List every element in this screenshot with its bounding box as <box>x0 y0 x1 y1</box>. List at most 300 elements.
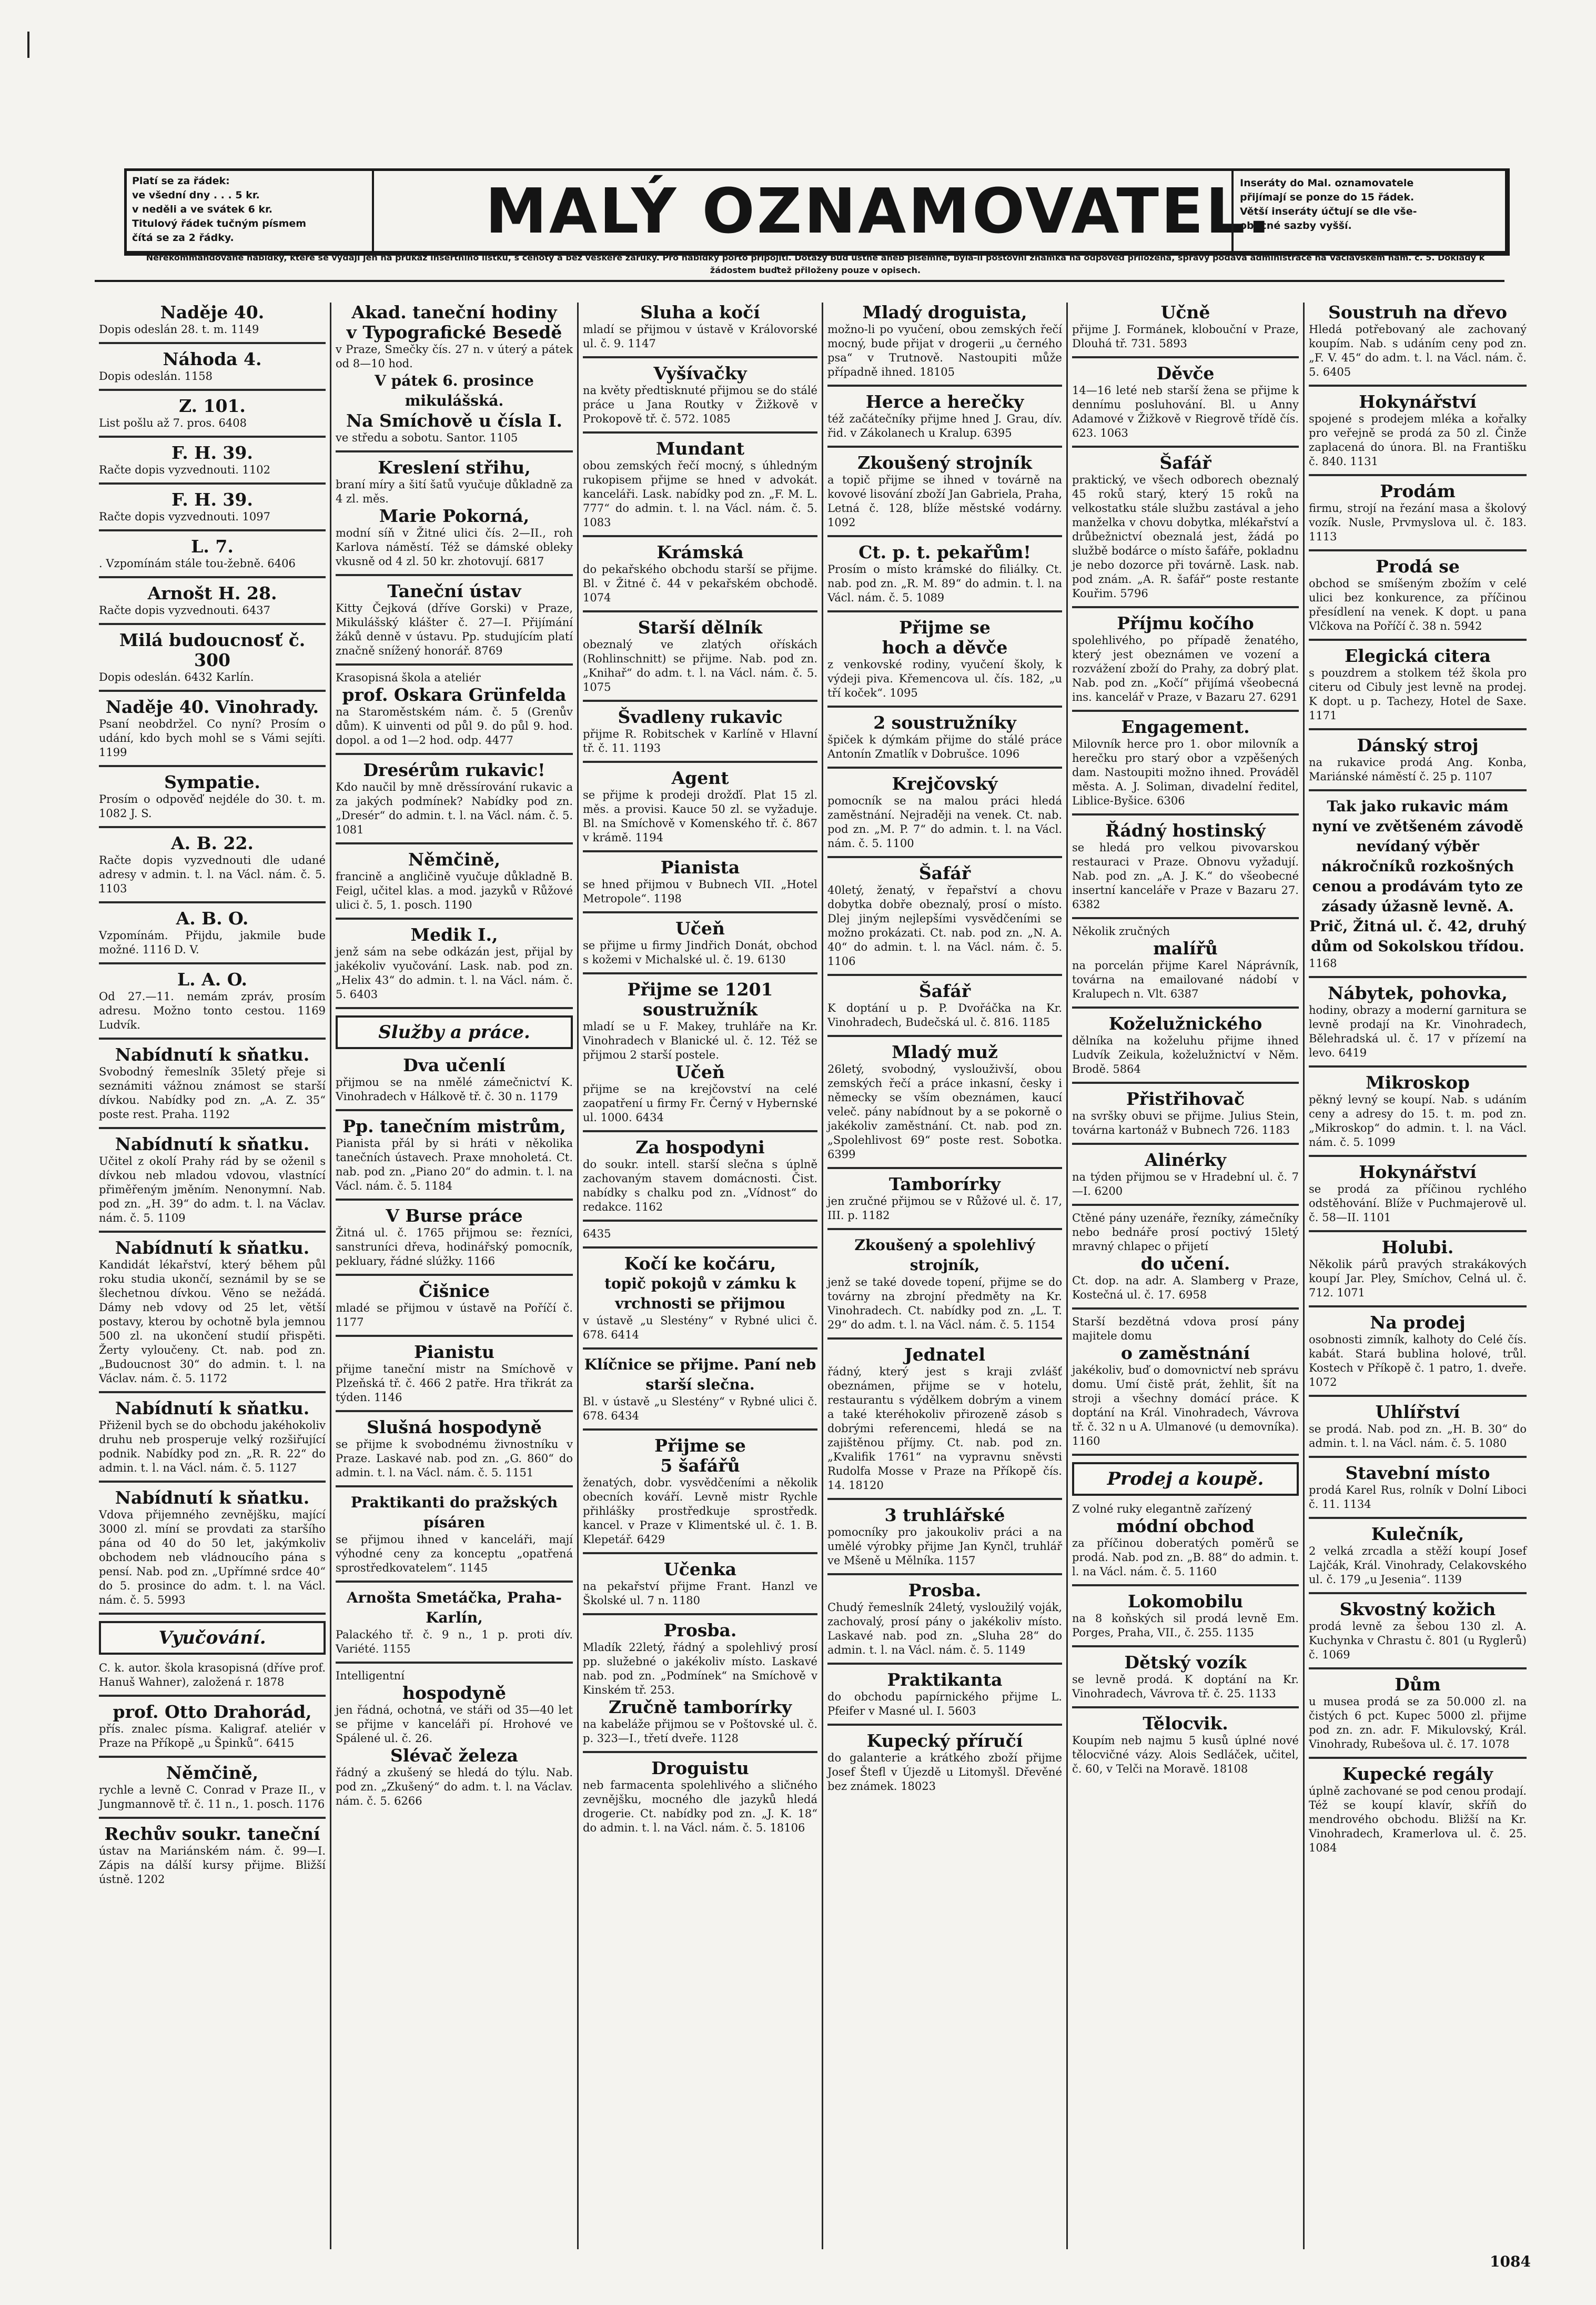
classified-ad <box>583 1456 817 1547</box>
ad-headline: soustružník <box>643 999 757 1020</box>
ad-separator <box>336 1109 573 1111</box>
classified-ad <box>99 1398 326 1475</box>
ad-body: přís. znalec písma. Kaligraf. ateliér v Praze na Příkopě „u Špinků“. 6415 <box>99 1723 326 1749</box>
classified-ad <box>99 1824 326 1887</box>
ad-headline: Řádný hostinský <box>1105 820 1266 841</box>
ad-headline: Tělocvik. <box>1143 1713 1228 1734</box>
classified-ad <box>1309 557 1527 633</box>
classified-ad <box>827 618 1062 638</box>
ad-body: 26letý, svobodný, vyslouživší, obou zemských řečí a práce inkasní, česky i německy se vším obeznámen, kaucí veleč. pány nabídnout by a se pokorně o jakékoliv zaměstnání. Ct. nab. pod zn. „Spolehlivost 69“ poste rest. Sobotka. 6399 <box>827 1063 1062 1161</box>
ad-headline: Medik I., <box>410 924 498 945</box>
ad-separator <box>336 918 573 920</box>
ad-headline: Engagement. <box>1121 717 1250 737</box>
ad-column-6 <box>1305 303 1531 2249</box>
classified-ad <box>99 1702 326 1750</box>
ad-headline: L. A. O. <box>177 969 248 990</box>
ad-headline: Němčině, <box>408 849 501 870</box>
ad-separator <box>827 767 1062 769</box>
ad-separator <box>583 1130 817 1132</box>
rules-line: Inseráty do Mal. oznamovatele <box>1240 177 1414 189</box>
ad-separator <box>1309 474 1527 476</box>
ad-separator <box>1072 1584 1299 1586</box>
ad-body: jakékoliv, buď o domovnictví neb správu domu. Umí čistě prát, žehlit, šít na stroji a všechny domácí práce. K doptání na Král. Vinohradech, Vávrova tř. č. 32 n u A. Ulmanové (u demovníka). 1160 <box>1072 1364 1299 1447</box>
ad-body: Pianista přál by si hráti v několika tanečních ústavech. Praxe mnoholetá. Ct. nab. pod zn. „Piano 20“ do admin. t. l. na Václ. nám. č. 5. 1184 <box>336 1137 573 1192</box>
section-heading: Vyučování. <box>99 1621 326 1655</box>
classified-ad <box>99 970 326 1032</box>
classified-ad <box>1072 1502 1299 1516</box>
ad-body: hodiny, obrazy a moderní garnitura se levně prodají na Kr. Vinohradech, Bělehradská ul. č. 17 v přízemí na levo. 6419 <box>1309 1004 1527 1059</box>
classified-ad <box>1309 1675 1527 1752</box>
classified-ad <box>1309 1402 1527 1451</box>
classified-ad <box>583 303 817 351</box>
page-title: MALÝ OZNAMOVATEL. <box>485 175 1273 247</box>
ad-separator <box>336 450 573 452</box>
ad-body: u musea prodá se za 50.000 zl. na čistých 6 pct. Kupec 5000 zl. přijme pod zn. zn. adr. F. Mikulovský, Král. Vinohrady, Rubešova ul. č. 17. 1078 <box>1309 1695 1527 1750</box>
ad-body: Račte dopis vyzvednouti. 1102 <box>99 464 270 476</box>
rates-line: čítá se za 2 řádky. <box>132 232 234 244</box>
ad-body: se hledá pro velkou pivovarskou restauraci v Praze. Obnovu vyžadují. Nab. pod zn. „A. J. K.“ do všeobecné insertní kanceláře v Praze v Bazaru 27. 6382 <box>1072 841 1299 911</box>
classified-ad <box>827 542 1062 605</box>
ad-separator <box>336 1274 573 1276</box>
ad-body: se prodá. Nab. pod zn. „H. B. 30“ do admin. t. l. na Václ. nám. č. 5. 1080 <box>1309 1423 1527 1450</box>
ad-body: spojené s prodejem mléka a kořalky pro veřejně se prodá za 50 zl. Činže zaplacená do února. Bl. na Františku č. 840. 1131 <box>1309 412 1527 468</box>
ad-columns <box>95 303 1527 2249</box>
classified-ad <box>99 1045 326 1122</box>
classified-ad <box>583 1620 817 1697</box>
classified-ad <box>99 1488 326 1607</box>
ad-body: pomocník se na malou práci hledá zaměstnání. Nejraději na venek. Ct. nab. pod zn. „M. P. 7“ do admin. t. l. na Václ. nám. č. 5. 1100 <box>827 794 1062 850</box>
classified-ad <box>827 1581 1062 1657</box>
classified-ad <box>583 858 817 906</box>
ad-body: též začátečníky přijme hned J. Grau, dív. řid. v Zákolanech u Kralup. 6395 <box>827 412 1062 439</box>
ad-body: s pouzdrem a stolkem též škola pro citeru od Cibuly jest levně na prodej. K dopt. u p. Tachezy, Hotel de Saxe. 1171 <box>1309 667 1527 722</box>
classified-ad <box>1072 1254 1299 1302</box>
classified-ad <box>583 1227 817 1241</box>
classified-ad <box>1072 453 1299 601</box>
ad-body: přijme J. Formánek, klobouční v Praze, Dlouhá tř. 731. 5893 <box>1072 323 1299 350</box>
classified-ad <box>583 1000 817 1062</box>
ad-headline: Přistřihovač <box>1126 1089 1245 1109</box>
ad-body: za příčinou doberatých poměrů se prodá. Nab. pod zn. „B. 88“ do admin. t. l. na Václ. nám. č. 5. 1160 <box>1072 1537 1299 1578</box>
rates-line: v neděli a ve svátek 6 kr. <box>132 204 272 215</box>
ad-separator <box>99 901 326 903</box>
ad-body: C. k. autor. škola krasopisná (dříve prof. Hanuš Wahner), založená r. 1878 <box>99 1662 326 1688</box>
ad-body: na týden přijmou se v Hradební ul. č. 7—I. 6200 <box>1072 1171 1299 1197</box>
ad-separator <box>336 1007 573 1009</box>
classified-ad <box>336 1746 573 1808</box>
classified-ad <box>1072 1211 1299 1254</box>
ad-headline: Dva učenlí <box>403 1055 506 1075</box>
ad-separator <box>583 700 817 702</box>
ad-headline: Praktikanti do pražských písáren <box>350 1494 558 1531</box>
ad-separator <box>827 385 1062 387</box>
ad-separator <box>583 1751 817 1753</box>
ad-body: z venkovské rodiny, vyučení školy, k výdeji piva. Křemencova ul. čís. 182, „u tří koček“. 1095 <box>827 658 1062 699</box>
ad-headline: Hokynářství <box>1359 391 1477 412</box>
ad-headline: Mladý muž <box>892 1042 998 1062</box>
classified-ad <box>827 1505 1062 1568</box>
ad-body: Kdo naučil by mně drěssírování rukavic a za jakých podmínek? Nabídky pod zn. „Dresér“ do admin. t. l. na Václ. nám. č. 5. 1081 <box>336 781 573 836</box>
ad-body: přijme R. Robitschek v Karlíně v Hlavní tř. č. 11. 1193 <box>583 728 817 754</box>
classified-ad <box>583 1559 817 1608</box>
ad-separator <box>336 663 573 666</box>
ad-separator <box>1072 1645 1299 1647</box>
classified-ad <box>336 850 573 912</box>
classified-ad <box>1072 1150 1299 1199</box>
classified-ad <box>99 1134 326 1225</box>
ad-separator <box>583 850 817 852</box>
ad-body: Chudý řemeslník 24letý, vysloužilý voják, zachovalý, prosí pány o jakékoliv místo. Laskavé nab. pod zn. „Sluha 28“ do admin. t. l. na Václ. nám. č. 5. 1149 <box>827 1601 1062 1656</box>
header-notice: Nerekommandované nabídky, které se vydají jen na průkaz insertního lístku, s cehoty a bez veškeré záruky. Pro nabídky porto připojiti. Dotazy buď ústně aneb písemně, byla-li poštovní známka na odpověď přiložena, správy podává administrace na Václavském nám. č. 5. Doklady k žádostem buďtež přiloženy pouze v opisech. <box>146 253 1485 275</box>
ad-separator <box>1072 1082 1299 1084</box>
ad-separator <box>583 761 817 763</box>
ad-headline: Marie Pokorná, <box>379 506 530 526</box>
ad-headline: prof. Otto Drahorád, <box>113 1702 312 1722</box>
ad-body: jenž sám na sebe odkázán jest, přijal by jakékoliv vyučování. Lask. nab. pod zn. „Helix 43“ do admin. t. l. na Václ. nám. č. 5. 6403 <box>336 945 573 1001</box>
ad-body: na 8 koňských sil prodá levně Em. Porges, Praha, VII., č. 255. 1135 <box>1072 1612 1299 1639</box>
ad-body: ženatých, dobr. vysvědčeními a několik obecních kováří. Levně mistr Rychle přihlášky prostředkuje sprostředk. kancel. v Praze v Klimentské ul. č. 1. B. Klepetář. 6429 <box>583 1476 817 1546</box>
ad-headline: Starší dělník <box>638 617 763 638</box>
classified-ad <box>1309 1764 1527 1855</box>
ad-separator <box>1309 728 1527 730</box>
ad-separator <box>583 911 817 913</box>
ad-body: na kabeláže přijmou se v Poštovské ul. č. p. 323—I., třetí dveře. 1128 <box>583 1718 817 1745</box>
classified-ad <box>827 638 1062 700</box>
classified-ad <box>1309 1463 1527 1512</box>
classified-ad <box>583 919 817 967</box>
ad-separator <box>99 1817 326 1819</box>
ad-separator <box>99 962 326 964</box>
ad-body: praktický, ve všech odborech obeznalý 45 roků starý, který 15 roků na velkostatku stále službu zastával a jeho manželka v chovu dobytka, mlékařství a drůbežnictví obeznalá jest, žádá po službě bodárce o místo šafáře, pokladnu je nebo dozorce při továrně. Lask. nab. pod znám. „A. R. šafář“ poste restante Kouřim. 5796 <box>1072 474 1299 600</box>
classified-ad <box>827 1042 1062 1162</box>
ad-body: do galanterie a krátkého zboží přijme Josef Štefl v Újezdě u Litomyšl. Dřevěné bez známek. 18023 <box>827 1752 1062 1793</box>
ad-headline: Prosba. <box>663 1620 737 1640</box>
ad-body: přijme se na krejčovství na celé zaopatření u firmy Fr. Černý v Hybernské ul. 1000. 6434 <box>583 1083 817 1124</box>
classified-ad <box>827 1670 1062 1718</box>
classified-ad <box>1072 1592 1299 1640</box>
ad-headline: Arnošta Smetáčka, Praha-Karlín, <box>347 1589 562 1626</box>
classified-ad <box>99 490 326 524</box>
ad-headline: Němčině, <box>166 1763 259 1783</box>
classified-ad <box>1072 364 1299 440</box>
ad-headline: Kočí ke kočáru, <box>624 1253 776 1274</box>
classified-ad <box>1309 1313 1527 1390</box>
ad-separator <box>99 690 326 692</box>
ad-separator <box>827 1035 1062 1037</box>
ad-body: Intelligentní <box>336 1669 405 1682</box>
ad-separator <box>99 1391 326 1393</box>
ad-headline: L. 7. <box>191 536 234 557</box>
ad-headline: 5 šafářů <box>660 1455 740 1476</box>
ad-body: Učitel z okolí Prahy rád by se oženil s dívkou neb mladou vdovou, vlastnící přiměřeným jměním. Nenonymní. Nab. pod zn. „H. 39“ do adm. t. l. na Václav. nám. č. 5. 1109 <box>99 1155 326 1224</box>
ad-headline: Uhlířství <box>1375 1402 1460 1422</box>
ad-column-4 <box>823 303 1068 2249</box>
ad-headline: Mikroskop <box>1366 1072 1470 1093</box>
ad-body: Kitty Čejková (dříve Gorski) v Praze, Mikulášský klášter č. 27—I. Přijímání žáků denně v ústavu. Pp. studujícím platí značně snížený honorář. 8769 <box>336 602 573 657</box>
ad-separator <box>99 765 326 767</box>
ad-body: pomocníky pro jakoukoliv práci a na umělé výrobky přijme Jan Kynčl, truhlář ve Mšeně u Mělníka. 1157 <box>827 1526 1062 1567</box>
ad-separator <box>1309 639 1527 641</box>
classified-ad <box>583 1062 817 1125</box>
ad-separator <box>336 1485 573 1487</box>
ad-body: Koupím neb najmu 5 kusů úplné nové tělocvičné vázy. Alois Sedláček, učitel, č. 60, v Telči na Moravě. 18108 <box>1072 1734 1299 1775</box>
classified-ad <box>1309 797 1527 971</box>
ad-headline: Rechův soukr. taneční <box>104 1824 320 1844</box>
classified-ad <box>1072 1315 1299 1343</box>
ad-separator <box>336 842 573 844</box>
ad-headline: hospodyně <box>402 1683 506 1703</box>
ad-headline: 2 soustružníky <box>873 712 1016 733</box>
classified-ad <box>1309 1599 1527 1662</box>
ad-headline: Pianista <box>660 857 740 878</box>
ad-separator <box>827 535 1062 537</box>
ad-headline: A. B. O. <box>176 908 249 929</box>
ad-body: Žitná ul. č. 1765 přijmou se: řezníci, sanstruníci dřeva, hodinářský pomocník, pekluary, řádné slúžky. 1166 <box>336 1226 573 1267</box>
ad-body: Bl. v ústavě „u Slestény“ v Rybné ulici č. 678. 6434 <box>583 1395 817 1422</box>
ad-body: Milovník herce pro 1. obor milovník a herečku pro starý obor a vzpěšených dam. Nastoupiti možno ihned. Prováděl města. A. J. Soliman, divadelní ředitel, Liblice-Byšice. 6306 <box>1072 738 1299 807</box>
ad-headline: Kulečník, <box>1371 1524 1464 1544</box>
ad-body: 1168 <box>1309 957 1337 970</box>
classified-ad <box>827 1345 1062 1493</box>
ad-headline: Mladý droguista, <box>862 303 1027 323</box>
classified-ad <box>99 772 326 821</box>
ad-separator <box>827 1724 1062 1726</box>
ad-headline: Kupecký příručí <box>866 1730 1023 1751</box>
classified-ad <box>827 713 1062 761</box>
ad-separator <box>336 1410 573 1412</box>
ad-body: se hned přijmou v Bubnech VII. „Hotel Metropole“. 1198 <box>583 878 817 905</box>
classified-ad <box>1072 939 1299 1001</box>
ad-separator <box>583 431 817 434</box>
ad-headline: Zkoušený a spolehlivý strojník, <box>854 1236 1035 1274</box>
classified-ad <box>1072 717 1299 808</box>
ad-body: jen zručné přijmou se v Růžové ul. č. 17, III. p. 1182 <box>827 1195 1062 1222</box>
ad-body: špiček k dýmkám přijme do stálé práce Antonín Zmatlík v Dobrušce. 1096 <box>827 733 1062 760</box>
classified-ad <box>1309 1073 1527 1150</box>
ad-headline: Praktikanta <box>887 1669 1003 1690</box>
ad-separator <box>827 856 1062 858</box>
classified-ad <box>1309 736 1527 784</box>
classified-ad <box>1309 983 1527 1060</box>
ad-body: Několik zručných <box>1072 925 1170 938</box>
classified-ad <box>827 1731 1062 1794</box>
classified-ad <box>99 630 326 685</box>
classified-ad <box>99 303 326 337</box>
ad-separator <box>827 1573 1062 1575</box>
ad-body: se přijme k svobodnému živnostníku v Praze. Laskavé nab. pod zn. „G. 860“ do admin. t. l. na Václ. nám. č. 5. 1151 <box>336 1438 573 1479</box>
ad-headline: Nabídnutí k sňatku. <box>115 1487 310 1508</box>
ad-body: dělníka na koželuhu přijme ihned Ludvík Zeikula, koželužnictví v Něm. Brodě. 5864 <box>1072 1034 1299 1075</box>
ad-headline: Milá budoucnosť č. 300 <box>119 630 306 670</box>
ad-separator <box>1309 1757 1527 1759</box>
ad-separator <box>1309 1456 1527 1458</box>
ad-body: Ct. dop. na adr. A. Slamberg v Praze, Kostečná ul. č. 17. 6958 <box>1072 1274 1299 1301</box>
ad-separator <box>827 1167 1062 1169</box>
ad-separator <box>99 436 326 438</box>
ad-body: spolehlivého, po případě ženatého, který jest obeznámen ve vození a rozvážení zboží do Prahy, za dobrý plat. Nab. pod zn. „Kočí“ přijímá všeobecná ins. kancelář v Praze, v Bazaru 27. 6291 <box>1072 634 1299 703</box>
ad-body: firmu, strojí na řezání masa a školový vozík. Nusle, Prvmyslova ul. č. 183. 1113 <box>1309 502 1527 543</box>
ad-separator <box>827 446 1062 448</box>
ad-body: 14—16 leté neb starší žena se přijme k dennímu posluhování. Bl. u Anny Adamové v Žižkově v Riegrově třídě čís. 623. 1063 <box>1072 384 1299 439</box>
classified-ad <box>583 618 817 694</box>
ad-headline: Na prodej <box>1370 1312 1466 1333</box>
ad-body: na rukavice prodá Ang. Konba, Mariánské náměstí č. 25 p. 1107 <box>1309 756 1527 783</box>
ad-separator <box>583 1613 817 1615</box>
ad-body: Krasopisná škola a ateliér <box>336 671 481 684</box>
ad-body: . Vzpomínám stále tou-žebně. 6406 <box>99 557 296 570</box>
classified-ad <box>336 1683 573 1746</box>
ad-body: Ctěné pány uzenáře, řezníky, zámečníky nebo bednáře prosí poctivý 15letý mravný chlapec o přijetí <box>1072 1212 1299 1253</box>
classified-ad <box>336 323 573 371</box>
ad-body: prodá Karel Rus, rolník v Dolní Liboci č. 11. 1134 <box>1309 1484 1527 1511</box>
classified-ad <box>583 1274 817 1342</box>
ad-headline: Tak jako rukavic mám nyní ve zvětšeném závodě nevídaný výběr nákročníků rozkošných cenou a prodávám tyto ze zásady úžasně levně. A. Prič, Žitná ul. č. 42, druhý dům od Sokolskou třídou. <box>1309 798 1527 955</box>
ad-body: na pekařství přijme Frant. Hanzl ve Školské ul. 7 n. 1180 <box>583 1580 817 1607</box>
classified-ad <box>583 439 817 530</box>
classified-ad <box>336 671 573 685</box>
ad-body: Dopis odeslán. 6432 Karlín. <box>99 671 254 683</box>
ad-headline: Krámská <box>656 542 744 562</box>
ad-separator <box>99 623 326 625</box>
ad-body: Od 27.—11. nemám zpráv, prosím adresu. Možno tonto cestou. 1169 Ludvík. <box>99 990 326 1031</box>
ad-separator <box>1309 976 1527 978</box>
ad-headline: F. H. 39. <box>171 489 253 510</box>
ad-body: Kandidát lékařství, který během půl roku studia ukončí, seznámil by se se šlechetnou dívkou. Věno se nežádá. Dámy neb vdovy od 25 let, větší postavy, kterou by ochotně byla jemnou 500 zl. na ukončení studií přispěti. Žerty vyloučeny. Ct. nab. pod zn. „Budoucnost 30“ do admin. t. l. na Václav. nám. č. 5. 1172 <box>99 1259 326 1385</box>
ad-separator <box>99 1613 326 1615</box>
ad-headline: Prodá se <box>1376 556 1460 577</box>
classified-ad <box>1309 646 1527 723</box>
classified-ad <box>336 1342 573 1405</box>
ad-headline: Akad. taneční hodiny <box>351 303 557 323</box>
classified-ad <box>583 1436 817 1456</box>
classified-ad <box>99 1661 326 1689</box>
ad-headline: Slušná hospodyně <box>367 1417 542 1437</box>
ad-body: mladé se přijmou v ústavě na Poříčí č. 1177 <box>336 1302 573 1328</box>
ad-separator <box>827 1498 1062 1500</box>
ad-headline: V Burse práce <box>386 1205 523 1226</box>
ad-separator <box>1309 385 1527 387</box>
header-rule <box>95 280 1504 282</box>
ad-body: mladí se přijmou v ústavě v Královorské ul. č. 9. 1147 <box>583 323 817 350</box>
ad-headline: malířů <box>1153 938 1218 959</box>
ad-separator <box>1072 1204 1299 1206</box>
ad-body: řádný, který jest s kraji zvlášť obeznámen, přijme se v hotelu, restaurantu s výdělkem dobrým a vinem a také kteréhokoliv přirozeně zásob s dobrými referencemi, hledá se na zajištěnou příjmy. Ct. nab. pod zn. „Kvalifik 1761“ na vypravnu sněvsti Rudolfa Mosse v Praze na Příkopě čís. 14. 18120 <box>827 1365 1062 1492</box>
ad-headline: Příjmu kočího <box>1117 613 1254 633</box>
ad-body: přijmou se na nmělé zámečnictví K. Vinohradech v Hálkově tř. č. 30 n. 1179 <box>336 1076 573 1103</box>
ad-body: Svobodný řemeslník 35letý přeje si seznámiti vážnou známost se starší dívkou. Nabídky pod zn. „A. Z. 35“ poste rest. Praha. 1192 <box>99 1065 326 1121</box>
ad-body: Vzpomínám. Přijdu, jakmile bude možné. 1116 D. V. <box>99 929 326 956</box>
classified-ad <box>336 925 573 1002</box>
ad-separator <box>99 389 326 391</box>
classified-ad <box>336 1055 573 1104</box>
ad-headline: Nabídnutí k sňatku. <box>115 1398 310 1418</box>
ad-separator <box>583 1428 817 1431</box>
classified-ad <box>1309 481 1527 544</box>
ad-separator <box>1072 1143 1299 1145</box>
ad-headline: Nabídnutí k sňatku. <box>115 1044 310 1065</box>
rules-line: Větší inseráty účtují se dle vše- <box>1240 206 1417 217</box>
ad-separator <box>1309 789 1527 791</box>
ad-headline: Šafář <box>1159 452 1211 473</box>
rates-box <box>127 171 374 251</box>
ad-separator <box>99 826 326 828</box>
ad-separator <box>583 972 817 974</box>
ad-headline: Lokomobilu <box>1127 1591 1244 1612</box>
classified-ad <box>583 1697 817 1746</box>
ad-separator <box>99 1038 326 1040</box>
ad-headline: Z. 101. <box>179 396 246 416</box>
ad-headline: Ct. p. t. pekařům! <box>858 542 1031 562</box>
classified-ad <box>1072 1714 1299 1776</box>
ad-body: ve středu a sobotu. Santor. 1105 <box>336 431 518 444</box>
ad-separator <box>1072 710 1299 712</box>
classified-ad <box>99 349 326 384</box>
classified-ad <box>583 980 817 1000</box>
classified-ad <box>336 1417 573 1480</box>
classified-ad <box>1072 1343 1299 1448</box>
ad-separator <box>583 1220 817 1222</box>
ad-body: modní síň v Žitné ulici čís. 2—II., roh Karlova náměstí. Též se dámské obleky vkusně od 4 zl. 50 kr. zhotovují. 6817 <box>336 527 573 568</box>
ad-headline: Slévač železa <box>390 1745 518 1766</box>
classified-ad <box>336 760 573 837</box>
ad-headline: Klíčnice se přijme. Paní neb starší slečna. <box>584 1356 816 1393</box>
classified-ad <box>583 768 817 845</box>
ad-separator <box>336 1662 573 1664</box>
classified-ad <box>99 909 326 957</box>
classified-ad <box>1309 392 1527 469</box>
ad-headline: Kreslení střihu, <box>378 457 531 478</box>
ad-headline: Náhoda 4. <box>163 349 262 369</box>
classified-ad <box>1309 303 1527 379</box>
classified-ad <box>336 1493 573 1575</box>
ad-headline: Učně <box>1160 303 1210 323</box>
ad-separator <box>336 753 573 755</box>
ad-headline: Učeň <box>675 1062 725 1082</box>
classified-ad <box>336 1116 573 1193</box>
ad-headline: Skvostný kožich <box>1339 1599 1496 1619</box>
classified-ad <box>1072 1653 1299 1701</box>
ad-headline: Přijme se <box>899 617 991 638</box>
ad-separator <box>1072 1307 1299 1310</box>
ad-separator <box>583 535 817 537</box>
classified-ad <box>336 581 573 658</box>
ad-headline: Šafář <box>918 981 971 1001</box>
ad-body: v Praze, Smečky čís. 27 n. v úterý a pátek od 8—10 hod. <box>336 343 573 370</box>
ad-separator <box>827 1663 1062 1665</box>
ad-body: rychle a levně C. Conrad v Praze II., v Jungmannově tř. č. 11 n., 1. posch. 1176 <box>99 1784 326 1810</box>
ad-separator <box>1309 1667 1527 1669</box>
ad-body: Račte dopis vyzvednouti. 1097 <box>99 510 270 523</box>
ad-body: Dopis odeslán 28. t. m. 1149 <box>99 323 259 336</box>
ad-body: možno-li po vyučení, obou zemských řečí mocný, bude přijat v drogerii „u černého psa“ v Trutnově. Nastoupiti může případně ihned. 18105 <box>827 323 1062 378</box>
ad-headline: Švadleny rukavic <box>618 707 783 727</box>
ad-separator <box>827 1228 1062 1230</box>
classified-ad <box>336 1588 573 1656</box>
ad-headline: Pianistu <box>413 1342 495 1362</box>
ad-separator <box>99 529 326 531</box>
ad-separator <box>1309 1155 1527 1157</box>
ad-headline: Na Smíchově u čísla I. <box>346 410 563 431</box>
ad-headline: Nábytek, pohovka, <box>1328 983 1508 1003</box>
ad-headline: V pátek 6. prosince mikulášská. <box>375 372 534 409</box>
ad-separator <box>1309 1517 1527 1519</box>
rates-line: ve všední dny . . . 5 kr. <box>132 189 260 201</box>
rules-line: obecné sazby vyšší. <box>1240 220 1352 231</box>
ad-headline: Arnošt H. 28. <box>147 583 277 603</box>
ad-body: Hledá potřebovaný ale zachovaný koupím. Nab. s udáním ceny pod zn. „F. V. 45“ do adm. t. l. na Václ. nám. č. 5. 6405 <box>1309 323 1527 378</box>
ad-separator <box>1072 1706 1299 1708</box>
ad-separator <box>1309 1395 1527 1397</box>
